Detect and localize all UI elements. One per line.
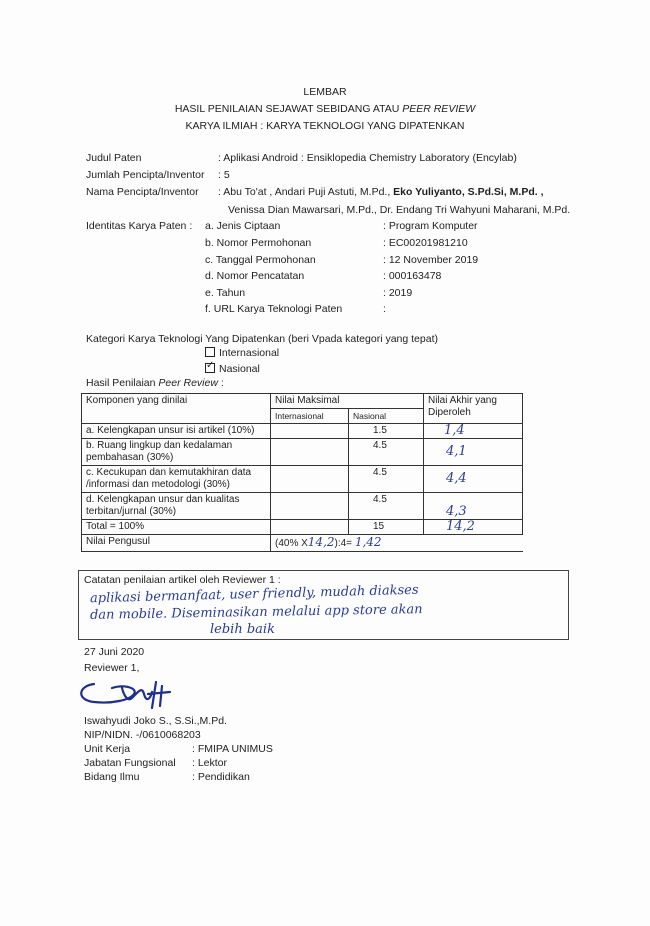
hasil-label: Hasil Penilaian Peer Review : <box>86 377 224 389</box>
row-nilai-akhir: 4,4 <box>424 466 523 493</box>
identitas-item-label: c. Tanggal Permohonan <box>205 254 316 266</box>
kategori-option-internasional[interactable]: Internasional <box>205 346 279 359</box>
identitas-item-label: f. URL Karya Teknologi Paten <box>205 303 343 315</box>
row-nilai-akhir: 4,3 <box>424 493 523 520</box>
identitas-item-value: : EC00201981210 <box>383 237 468 249</box>
row-komponen: c. Kecukupan dan kemutakhiran data /informasi dan metodologi (30%) <box>82 466 271 493</box>
header-nasional: Nasional <box>349 409 424 424</box>
identitas-item-value: : <box>383 303 386 315</box>
unit-kerja-label: Unit Kerja <box>84 743 131 755</box>
identitas-item-label: a. Jenis Ciptaan <box>205 220 281 232</box>
identitas-item-value: : 000163478 <box>383 270 442 282</box>
pengusul-formula: (40% X14,2):4= 1,42 <box>271 535 523 552</box>
row-komponen: d. Kelengkapan unsur dan kualitas terbitan/jurnal (30%) <box>82 493 271 520</box>
row-internasional <box>271 466 349 493</box>
unit-kerja-value: : FMIPA UNIMUS <box>192 743 273 755</box>
catatan-label: Catatan penilaian artikel oleh Reviewer 1 : <box>84 574 281 586</box>
catatan-line3: lebih baik <box>210 622 275 637</box>
doc-title-lembar: LEMBAR <box>303 86 347 98</box>
jabatan-value: : Lektor <box>192 757 228 769</box>
total-nilai-akhir: 14,2 <box>424 520 523 535</box>
jabatan-label: Jabatan Fungsional <box>84 757 176 769</box>
header-komponen: Komponen yang dinilai <box>82 394 271 424</box>
table-row <box>82 466 523 493</box>
kategori-option-nasional[interactable]: ✓Nasional <box>205 362 260 375</box>
reviewer-name: Iswahyudi Joko S., S.Si.,M.Pd. <box>84 715 227 727</box>
row-komponen: b. Ruang lingkup dan kedalaman pembahasan (30%) <box>82 439 271 466</box>
judul-label: Judul Paten <box>86 152 142 164</box>
reviewer-nip: NIP/NIDN. -/0610068203 <box>84 729 201 741</box>
reviewer-label: Reviewer 1, <box>84 662 140 674</box>
row-komponen: a. Kelengkapan unsur isi artikel (10%) <box>82 424 271 439</box>
nama-value-line1: : Abu To'at , Andari Puji Astuti, M.Pd., Eko Yuliyanto, S.Pd.Si, M.Pd. , <box>218 186 544 198</box>
total-internasional <box>271 520 349 535</box>
nama-value-line2: Venissa Dian Mawarsari, M.Pd., Dr. Endang Tri Wahyuni Maharani, M.Pd. <box>228 204 571 216</box>
row-nasional: 1.5 <box>349 424 424 439</box>
identitas-item-label: e. Tahun <box>205 287 246 299</box>
identitas-label: Identitas Karya Paten : <box>86 220 193 232</box>
checkbox-checked-icon <box>205 363 215 373</box>
identitas-item-value: : Program Komputer <box>383 220 478 232</box>
jumlah-label: Jumlah Pencipta/Inventor <box>86 169 205 181</box>
catatan-line2: dan mobile. Diseminasikan melalui app store akan <box>89 602 423 623</box>
row-nasional: 4.5 <box>349 439 424 466</box>
signature-date: 27 Juni 2020 <box>84 646 145 658</box>
table-row-pengusul <box>82 535 523 552</box>
header-internasional: Internasional <box>271 409 349 424</box>
row-nilai-akhir: 1,4 <box>424 424 523 439</box>
header-nilai-maksimal: Nilai Maksimal <box>271 394 424 409</box>
bidang-label: Bidang Ilmu <box>84 771 140 783</box>
table-row <box>82 424 523 439</box>
table-row <box>82 439 523 466</box>
pengusul-label: Nilai Pengusul <box>82 535 271 552</box>
table-row-total <box>82 520 523 535</box>
review-table <box>81 393 523 552</box>
total-nasional: 15 <box>349 520 424 535</box>
header-nilai-akhir: Nilai Akhir yang Diperoleh <box>424 394 523 424</box>
signature-image <box>72 674 192 712</box>
total-label: Total = 100% <box>82 520 271 535</box>
jumlah-value: : 5 <box>218 169 230 181</box>
doc-title-line3: KARYA ILMIAH : KARYA TEKNOLOGI YANG DIPATENKAN <box>185 120 465 132</box>
identitas-item-value: : 12 November 2019 <box>383 254 479 266</box>
judul-value: : Aplikasi Android : Ensiklopedia Chemistry Laboratory (Encylab) <box>218 152 517 164</box>
catatan-line1: aplikasi bermanfaat, user friendly, mudah diakses <box>89 582 419 607</box>
nama-label: Nama Pencipta/Inventor <box>86 186 199 198</box>
doc-title-line2: HASIL PENILAIAN SEJAWAT SEBIDANG ATAU PEER REVIEW <box>174 103 476 115</box>
checkbox-icon <box>205 347 215 357</box>
row-nasional: 4.5 <box>349 493 424 520</box>
row-internasional <box>271 439 349 466</box>
row-nilai-akhir: 4,1 <box>424 439 523 466</box>
identitas-item-value: : 2019 <box>383 287 413 299</box>
identitas-item-label: d. Nomor Pencatatan <box>205 270 305 282</box>
bidang-value: : Pendidikan <box>192 771 250 783</box>
row-internasional <box>271 493 349 520</box>
row-internasional <box>271 424 349 439</box>
table-row <box>82 493 523 520</box>
kategori-label: Kategori Karya Teknologi Yang Dipatenkan (beri Vpada kategori yang tepat) <box>86 333 438 345</box>
identitas-item-label: b. Nomor Permohonan <box>205 237 312 249</box>
row-nasional: 4.5 <box>349 466 424 493</box>
